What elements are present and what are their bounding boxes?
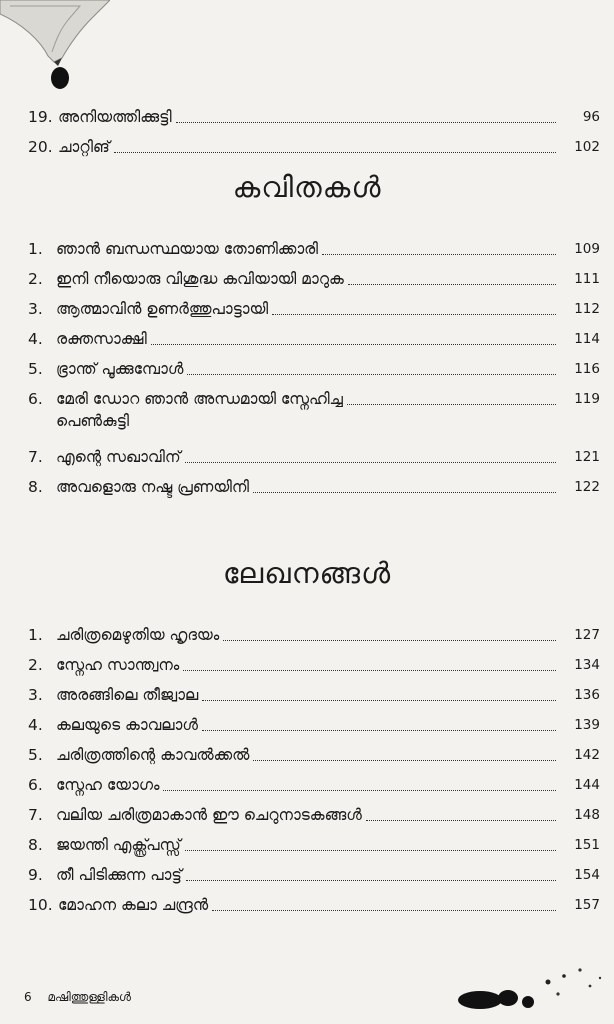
entry-number: 3. [28,686,43,704]
entry-title-continued: പെൺകുട്ടി [56,412,130,430]
entry-title: എന്റെ സഖാവിന് [56,448,181,466]
footer-book-title: മഷിത്തുള്ളികൾ [47,990,131,1004]
ink-splatter-icon [440,960,610,1020]
dot-leader [272,313,556,315]
entry-title: സ്നേഹ സാന്ത്വനം [56,656,180,674]
entry-title: ഞാൻ ബന്ധസ്ഥയായ തോണിക്കാരി [56,240,319,258]
entry-number: 7. [28,448,43,466]
entry-number: 10. [28,896,53,914]
entry-number: 19. [28,108,53,126]
list-item[interactable] [28,260,600,290]
entry-title: മോഹന കലാ ചന്ദ്രൻ [58,896,209,914]
entry-page: 144 [574,777,600,793]
entry-number: 2. [28,270,43,288]
section-heading-lekhanangal: ലേഖനങ്ങൾ [222,556,392,590]
dot-leader [185,849,556,851]
entry-number: 6. [28,776,43,794]
pen-nib-icon [0,0,110,92]
list-item[interactable] [28,128,600,158]
dot-leader [212,909,556,911]
entry-title: സ്നേഹ യോഗം [56,776,160,794]
entry-page: 154 [574,867,600,883]
list-item[interactable] [28,230,600,260]
entry-number: 6. [28,390,43,408]
list-item[interactable] [28,380,600,410]
toc-kavithakal-list [28,230,600,498]
entry-number: 8. [28,836,43,854]
entry-number: 3. [28,300,43,318]
list-item[interactable] [28,646,600,676]
entry-number: 9. [28,866,43,884]
entry-page: 102 [574,139,600,155]
entry-title: അവളൊരു നഷ്ട പ്രണയിനി [56,478,250,496]
entry-page: 142 [574,747,600,763]
entry-title: തീ പിടിക്കുന്ന പാട്ട് [56,866,182,884]
dot-leader [348,283,556,285]
list-item[interactable] [28,766,600,796]
list-item[interactable] [28,616,600,646]
dot-leader [183,669,556,671]
entry-number: 1. [28,240,43,258]
dot-leader [176,121,556,123]
entry-title: ഇനി നീയൊരു വിശുദ്ധ കവിയായി മാറുക [56,270,344,288]
entry-title: ഭ്രാന്ത് പൂക്കുമ്പോൾ [56,360,184,378]
list-item[interactable] [28,468,600,498]
dot-leader [366,819,556,821]
entry-number: 5. [28,746,43,764]
toc-lekhanangal-list [28,616,600,916]
entry-page: 112 [574,301,600,317]
entry-page: 96 [582,109,600,125]
entry-title: കലയുടെ കാവലാൾ [56,716,198,734]
entry-page: 121 [574,449,600,465]
dot-leader [253,491,556,493]
list-item[interactable] [28,320,600,350]
entry-title: അനിയത്തിക്കുട്ടി [58,108,172,126]
entry-title: വലിയ ചരിത്രമാകാൻ ഈ ചെറുനാടകങ്ങൾ [56,806,362,824]
entry-page: 151 [574,837,600,853]
dot-leader [185,461,556,463]
list-item[interactable] [28,736,600,766]
dot-leader [322,253,556,255]
entry-page: 134 [574,657,600,673]
entry-number: 2. [28,656,43,674]
entry-page: 116 [574,361,600,377]
entry-title: ചരിത്രമെഴുതിയ ഹൃദയം [56,626,220,644]
entry-page: 114 [574,331,600,347]
entry-page: 136 [574,687,600,703]
entry-page: 139 [574,717,600,733]
list-item[interactable] [28,350,600,380]
entry-title: മേരി ഡോറ ഞാൻ അന്ധമായി സ്നേഹിച്ച [56,390,343,408]
entry-title: അരങ്ങിലെ തീജ്വാല [56,686,199,704]
dot-leader [202,699,556,701]
entry-number: 8. [28,478,43,496]
dot-leader [187,373,556,375]
dot-leader [163,789,556,791]
page-footer [24,990,143,1005]
list-item[interactable] [28,438,600,468]
dot-leader [253,759,556,761]
entry-page: 122 [574,479,600,495]
list-item[interactable] [28,886,600,916]
entry-number: 5. [28,360,43,378]
entry-title: ചരിത്രത്തിന്റെ കാവൽക്കൽ [56,746,250,764]
dot-leader [223,639,556,641]
list-item[interactable] [28,856,600,886]
dot-leader [202,729,556,731]
entry-number: 7. [28,806,43,824]
dot-leader [186,879,556,881]
entry-title: രക്തസാക്ഷി [56,330,147,348]
entry-number: 20. [28,138,53,156]
entry-page: 148 [574,807,600,823]
dot-leader [347,403,556,405]
toc-top-list [28,98,600,158]
entry-number: 4. [28,716,43,734]
section-heading-kavithakal: കവിതകൾ [232,170,382,204]
entry-title: ചാറ്റിങ് [58,138,110,156]
list-item[interactable] [28,706,600,736]
entry-page: 157 [574,897,600,913]
list-item[interactable] [28,826,600,856]
list-item[interactable] [28,290,600,320]
entry-number: 1. [28,626,43,644]
entry-title: ആത്മാവിൻ ഉണർത്തുപാട്ടായി [56,300,269,318]
footer-page-number: 6 [24,990,32,1004]
entry-page: 109 [574,241,600,257]
entry-number: 4. [28,330,43,348]
entry-title: ജയന്തി എക്സ്പ്രസ്സ് [56,836,181,854]
dot-leader [114,151,556,153]
list-item[interactable] [28,796,600,826]
dot-leader [151,343,556,345]
list-item[interactable] [28,98,600,128]
list-item[interactable] [28,676,600,706]
entry-page: 111 [574,271,600,287]
entry-page: 119 [574,391,600,407]
entry-page: 127 [574,627,600,643]
